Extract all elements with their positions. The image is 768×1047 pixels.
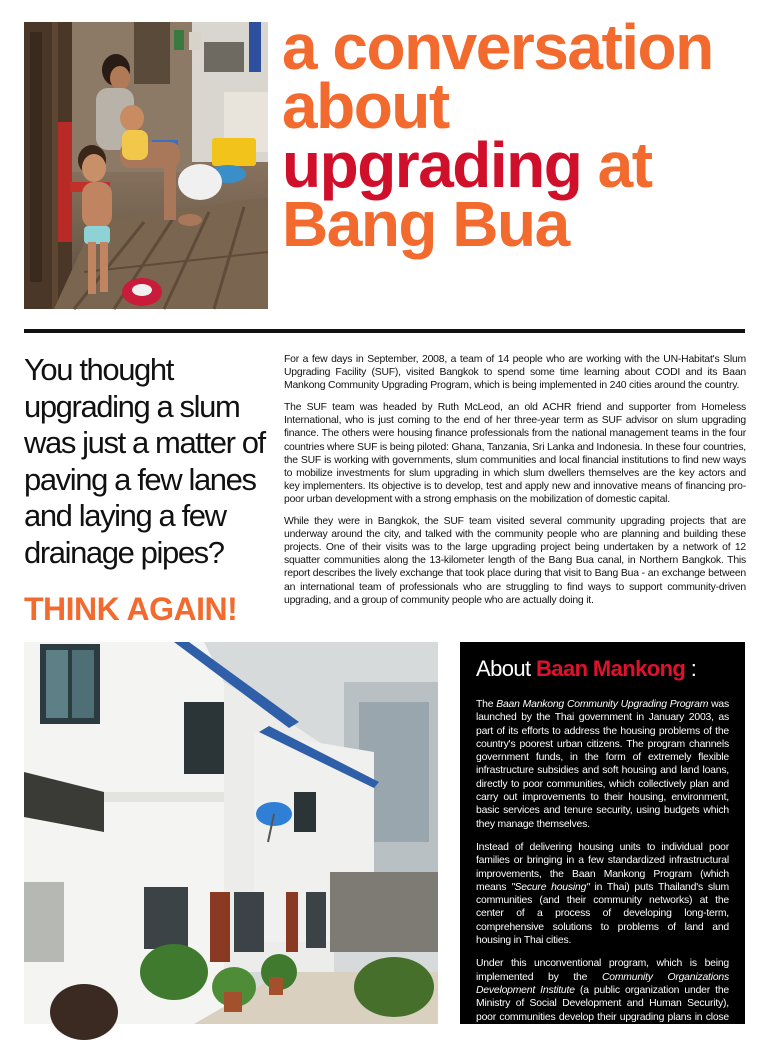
body-paragraph-3: While they were in Bangkok, the SUF team visited several community upgrading projects that are underway around the city, and talked with the community people who are planning and building these projects. One of their visits was to the large upgrading project being undertaken by a network of 12 squatter communities along the 13-kilometer length of the Bang Bua canal, in Northern Bangkok. This report describes the lively exchange that took place during that visit to Bang Bua - an exchange between an international team of professionals who are struggling to find ways to support community-driven upgrading, and a group of community people who are actually doing it. <box>284 516 746 606</box>
about-p3-italic: Community Organizations Development Institute <box>476 971 729 996</box>
about-p1-start: The <box>476 699 497 710</box>
article-body <box>284 353 746 616</box>
about-p1-end: was launched by the Thai government in January 2003, as part of its efforts to address the housing problems of the country's poorest urban citizens. The program channels government funds, in the form of extremely flexible infrastructure subsidies and soft housing and land loans, directly to poor communities, which collectively plan and carry out improvements to their housing, environment, basic services and tenure security, using budgets which they manage themselves. <box>476 699 729 830</box>
article-title <box>282 11 752 260</box>
about-text <box>476 698 729 1047</box>
about-p3-end: (a public organization under the Ministry of Social Development and Human Security), poor communities develop their upgrading plans in close collaboration <box>476 984 729 1036</box>
about-p2-italic: "Secure housing" <box>511 881 590 893</box>
about-paragraph-1 <box>476 698 729 831</box>
title-line-3-highlight: upgrading <box>282 129 582 201</box>
title-line-3-rest: at <box>581 129 652 201</box>
about-p1-italic: Baan Mankong Community Upgrading Program <box>496 699 709 710</box>
think-again-callout: THINK AGAIN! <box>24 591 238 627</box>
body-paragraph-1: For a few days in September, 2008, a team of 14 people who are working with the UN-Habitat's Slum Upgrading Facility (SUF), visited Bangkok to spend some time learning about CODI and its Baan Mankong Community Upgrading Program, which is being implemented in 240 cities around the country. <box>284 354 746 392</box>
title-divider <box>24 329 745 333</box>
title-line-4: Bang Bua <box>282 188 569 260</box>
about-heading-prefix: About <box>476 656 537 681</box>
about-p2-start: Instead of delivering housing units to individual poor families or bringing in a few standardized infrastructural improvements, the Baan Mankong Program (which means <box>476 841 729 893</box>
title-line-1: a conversation <box>282 11 713 83</box>
about-p3-start: Under this unconventional program, which is being implemented by the <box>476 958 729 983</box>
about-paragraph-3 <box>476 957 729 1037</box>
photo-upgraded-houses <box>24 642 438 1024</box>
photo-mother-and-children <box>24 22 268 309</box>
about-heading <box>476 656 696 682</box>
title-line-2: about <box>282 70 449 142</box>
about-heading-suffix: : <box>685 656 697 681</box>
body-paragraph-2: The SUF team was headed by Ruth McLeod, an old ACHR friend and supporter from Homeless International, who is just coming to the end of her three-year term as SUF advisor on slum upgrading finance. The others were housing finance professionals from the national management teams in the four countries where SUF is being piloted: Ghana, Tanzania, Sri Lanka and Indonesia. In these four countries, the SUF is working with governments, slum communities and local financial institutions to find new ways to mobilize investments for slum upgrading in which slum dwellers themselves are the key actors and key implementers. Its objective is to develop, test and apply new and innovative means of financing pro-poor urban development with a strong emphasis on the mobilization of domestic capital. <box>284 402 746 505</box>
about-paragraph-2 <box>476 841 729 947</box>
about-baan-mankong-box <box>460 642 745 1036</box>
about-p2-end: in Thai) puts Thailand's slum communities (and their community networks) at the center of a process of developing long-term, comprehensive solutions to problems of land and housing in Thai cities. <box>476 881 730 947</box>
pull-quote: You thought upgrading a slum was just a matter of paving a few lanes and laying a few drainage pipes? <box>24 352 265 570</box>
about-heading-name: Baan Mankong <box>536 656 686 681</box>
